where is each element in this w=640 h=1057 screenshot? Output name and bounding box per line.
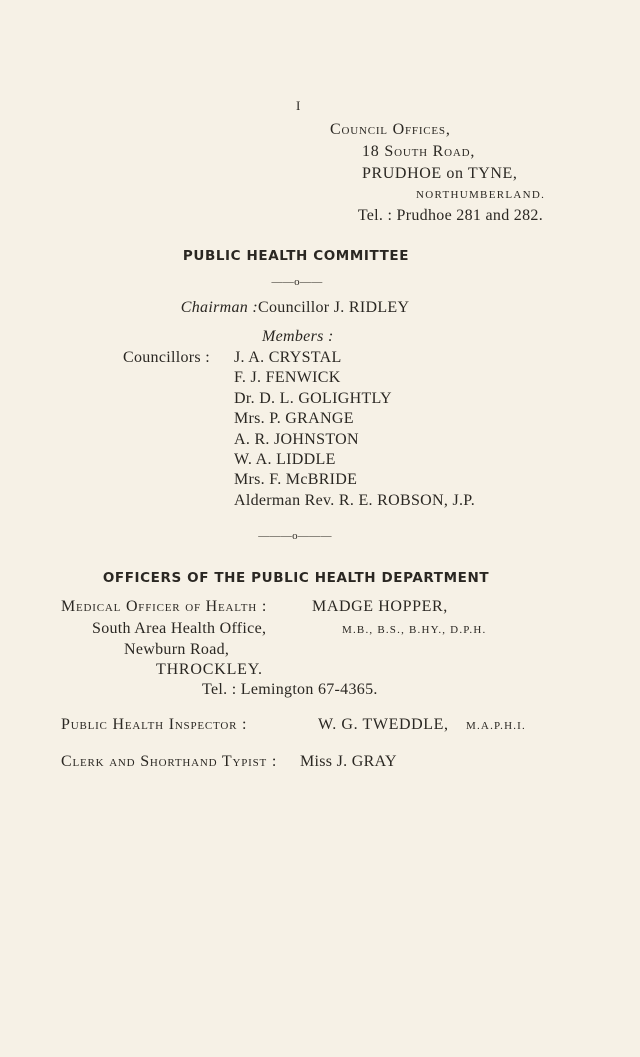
member-name: Dr. D. L. GOLIGHTLY: [234, 390, 392, 407]
member-name: J. A. CRYSTAL: [234, 349, 342, 366]
member-name: Alderman Rev. R. E. ROBSON, J.P.: [234, 492, 476, 509]
clerk-label: Clerk and Shorthand Typist :: [61, 753, 278, 770]
phi-qualifications: M.A.P.H.I.: [466, 720, 526, 732]
moh-address-line-3: THROCKLEY.: [156, 661, 263, 678]
address-line-council-offices: Council Offices,: [330, 121, 451, 138]
moh-telephone: Tel. : Lemington 67-4365.: [202, 681, 378, 698]
member-name: F. J. FENWICK: [234, 369, 341, 386]
committee-divider: ——o——: [271, 276, 323, 288]
address-line-telephone: Tel. : Prudhoe 281 and 282.: [357, 207, 543, 224]
address-line-county: NORTHUMBERLAND.: [416, 189, 546, 201]
moh-address-line-2: Newburn Road,: [124, 641, 230, 658]
chairman-label: Chairman :: [180, 299, 258, 316]
member-name: W. A. LIDDLE: [234, 451, 336, 468]
clerk-name: Miss J. GRAY: [300, 753, 397, 770]
address-line-town: PRUDHOE on TYNE,: [362, 165, 518, 182]
moh-label: Medical Officer of Health :: [61, 598, 268, 615]
address-street-text: 18 South Road,: [362, 143, 476, 160]
moh-address-line-1: South Area Health Office,: [92, 620, 267, 637]
councillors-label: Councillors :: [122, 349, 210, 366]
chairman-name: Councillor J. RIDLEY: [258, 299, 410, 316]
member-name: Mrs. F. McBRIDE: [234, 471, 358, 488]
phi-label: Public Health Inspector :: [61, 716, 248, 733]
committee-divider-2: ———o———: [258, 530, 332, 542]
officers-heading: OFFICERS OF THE PUBLIC HEALTH DEPARTMENT: [102, 570, 490, 586]
address-line-street: [362, 143, 475, 161]
members-label: Members :: [262, 328, 334, 345]
moh-name: MADGE HOPPER,: [312, 598, 448, 615]
member-name: A. R. JOHNSTON: [234, 431, 359, 448]
phi-name: W. G. TWEDDLE,: [318, 716, 449, 733]
committee-heading: PUBLIC HEALTH COMMITTEE: [182, 248, 410, 264]
member-name: Mrs. P. GRANGE: [234, 410, 354, 427]
moh-qualifications: M.B., B.S., B.HY., D.P.H.: [342, 624, 487, 636]
page-number: I: [296, 98, 301, 113]
